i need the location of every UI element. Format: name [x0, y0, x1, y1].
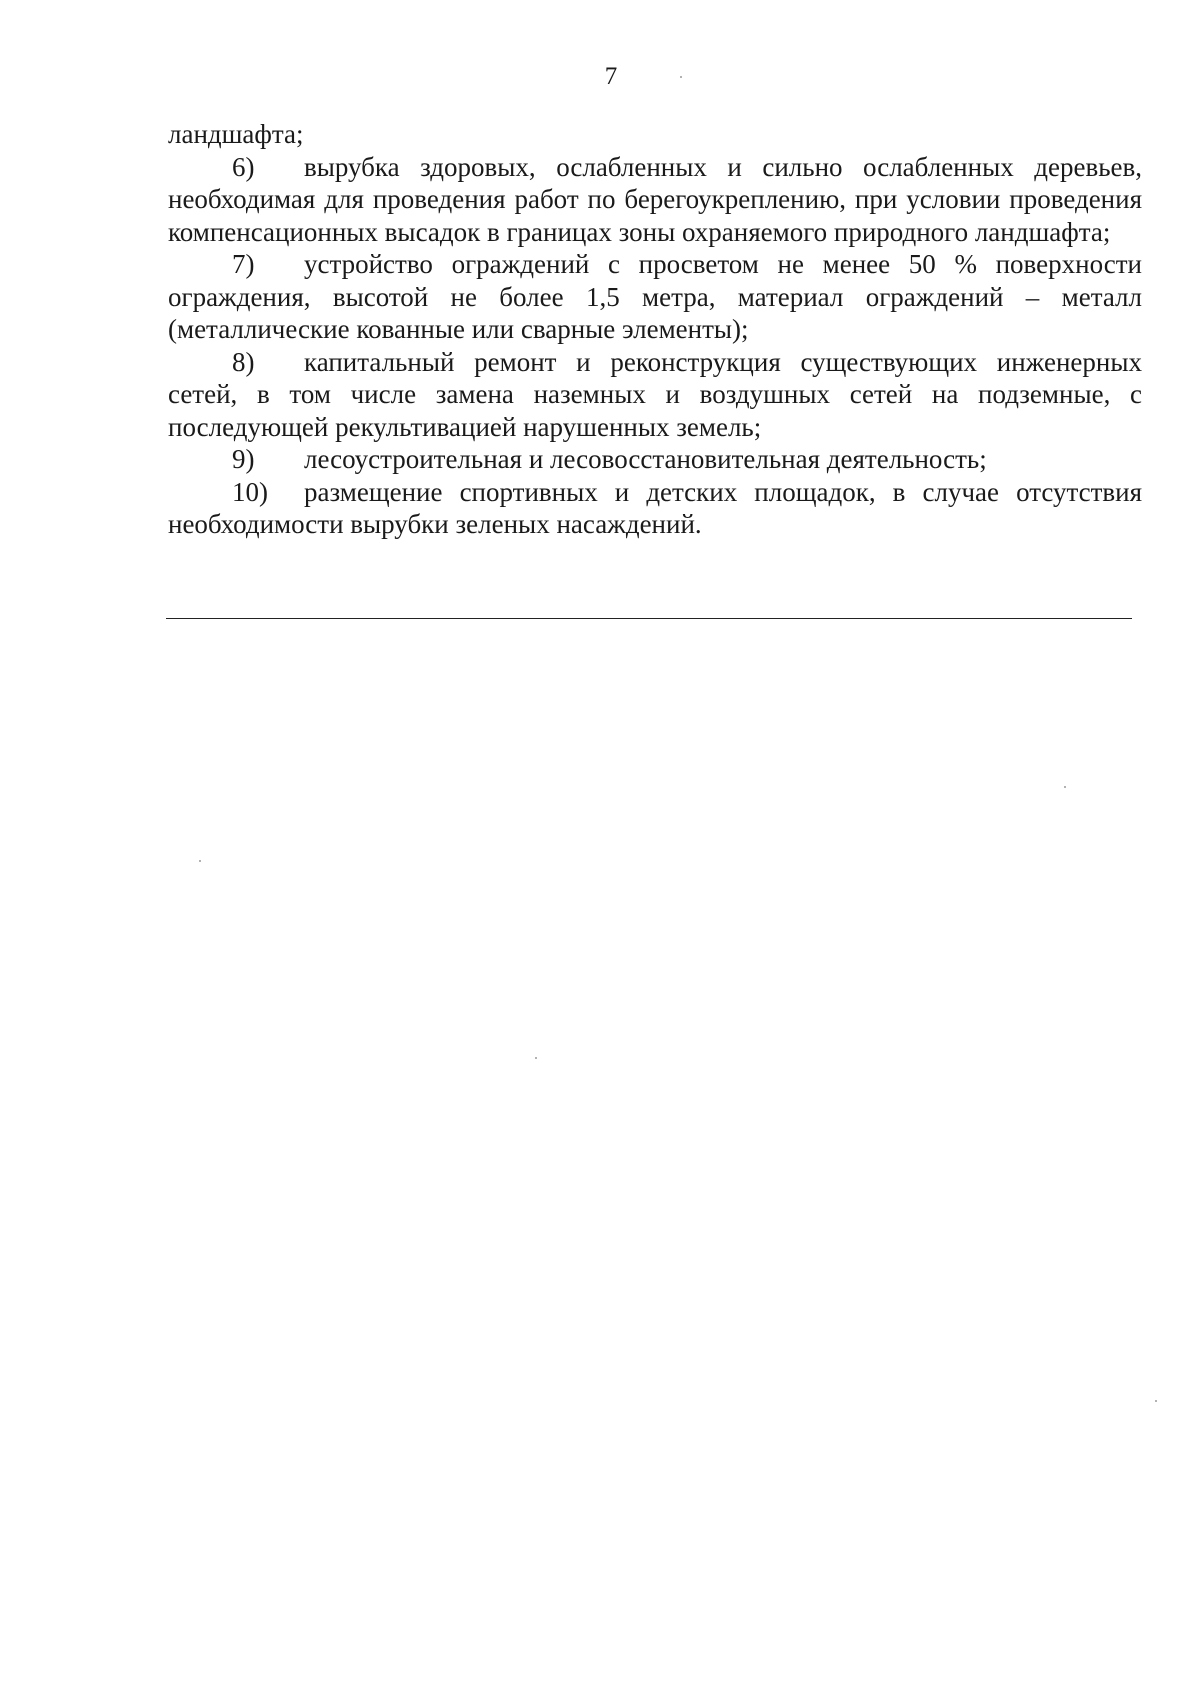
list-item-number: 6) — [232, 151, 255, 182]
list-item-number: 9) — [232, 444, 255, 474]
page-number — [0, 62, 1200, 92]
list-item-7 — [168, 248, 1142, 346]
scan-speck — [1064, 786, 1066, 788]
list-item-text: лесоустроительная и лесовосстановительная деятельность; — [304, 444, 987, 474]
list-item-text: устройство ограждений с просветом не менее 50 % поверхности ограждения, высотой не более 1,5 метра, материал ограждений – металл (металлические кованные или сварные элементы); — [168, 249, 1142, 344]
scan-speck — [199, 860, 201, 862]
closing-rule — [166, 618, 1132, 619]
scan-speck — [1155, 1400, 1157, 1402]
list-item-text: капитальный ремонт и реконструкция существующих инженерных сетей, в том числе замена наземных и воздушных сетей на подземные, с последующей рекультивацией нарушенных земель; — [168, 346, 1142, 442]
list-item-10 — [168, 476, 1142, 541]
list-item-number: 10) — [232, 476, 268, 507]
list-item-text: размещение спортивных и детских площадок, в случае отсутствия необходимости вырубки зеленых насаждений. — [168, 476, 1142, 539]
document-body — [168, 118, 1142, 541]
scan-speck — [680, 76, 682, 78]
list-item-text: вырубка здоровых, ослабленных и сильно ослабленных деревьев, необходимая для проведения работ по берегоукреплению, при условии проведения компенсационных высадок в границах зоны охраняемого природного ландшафта; — [168, 151, 1142, 247]
list-item-number: 8) — [232, 346, 255, 377]
continued-text: ландшафта; — [168, 119, 304, 149]
list-item-6 — [168, 151, 1142, 249]
list-item-number: 7) — [232, 249, 255, 279]
page-number-value: 7 — [604, 63, 618, 90]
list-item-8 — [168, 346, 1142, 444]
scan-speck — [535, 1057, 537, 1059]
list-item-9 — [168, 443, 1142, 476]
